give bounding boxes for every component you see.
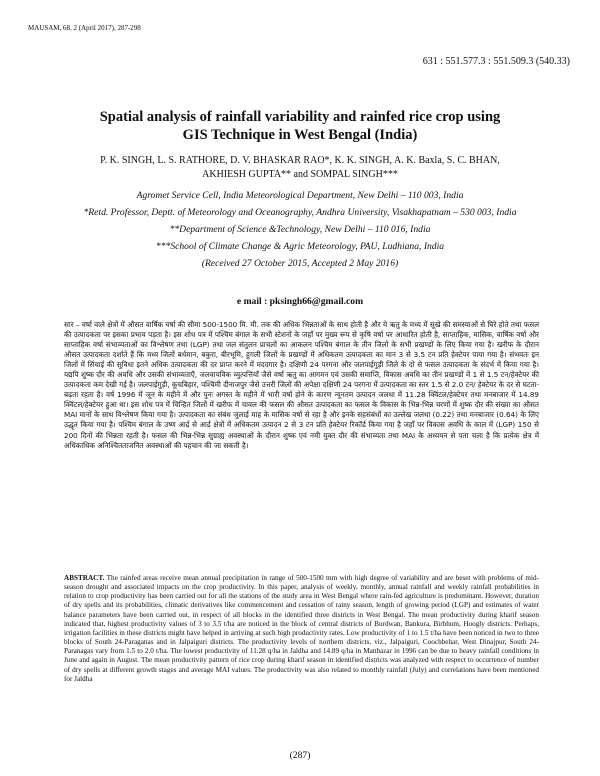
- journal-reference: MAUSAM, 68, 2 (April 2017), 287-298: [28, 24, 141, 32]
- paper-title: [40, 108, 560, 144]
- title-line: Spatial analysis of rainfall variability and rainfed rice crop using: [99, 109, 501, 125]
- title-line: GIS Technique in West Bengal (India): [182, 127, 418, 143]
- author-line: AKHIESH GUPTA** and SOMPAL SINGH***: [202, 169, 398, 180]
- affiliation: ***School of Climate Change & Agric Meteorology, PAU, Ludhiana, India: [155, 241, 445, 252]
- hindi-abstract: [64, 320, 539, 451]
- page-number: (287): [289, 750, 311, 761]
- abstract-label: ABSTRACT.: [64, 574, 105, 582]
- affiliation: **Department of Science &Technology, New Delhi – 110 016, India: [169, 224, 431, 235]
- affiliation: Agromet Service Cell, India Meteorological Department, New Delhi – 110 003, India: [136, 190, 464, 201]
- classification-number: 631 : 551.577.3 : 551.509.3 (540.33): [422, 56, 570, 67]
- received-dates: (Received 27 October 2015, Accepted 2 May 2016): [201, 258, 399, 269]
- author-list: [40, 154, 560, 182]
- english-abstract: [64, 574, 539, 684]
- corresponding-email: e mail : pksingh66@gmail.com: [236, 296, 364, 307]
- affiliation: *Retd. Professor, Deptt. of Meteorology and Oceanography, Andhra University, Visakhapatnam – 530 003, India: [83, 207, 517, 218]
- author-line: P. K. SINGH, L. S. RATHORE, D. V. BHASKAR RAO*, K. K. SINGH, A. K. Baxla, S. C. BHAN,: [100, 155, 500, 166]
- abstract-text: The rainfed areas receive mean annual precipitation in range of 500-1500 mm with high degree of variability and are beset with problems of mid-season drought and associated impacts on the crop productivity. In this paper, analysis of weekly, monthly, annual rainfall and weekly rainfall probabilities in relation to crop productivity has been carried out for all the stations of the study area in West Bengal where rain-fed agriculture is predominant. However, duration of dry spells and its probabilities, climatic derivatives like commencement and cessation of rainy season, length of growing period (LGP) and estimates of water balance parameters have been carried out, in respect of all blocks in the identified three districts in West Bengal. The mean productivity during kharif season indicated that, highest productivity values of 3 to 3.5 t/ha are noticed in the block of central districts of Burdwan, Bankura, Birbhum, Hoogly districts. Perhaps, irrigation facilities in these districts might have helped in arriving at such high productivity rates. Low productivity of 1 to 1.5 t/ha have been noticed in two to three blocks of South 24-Paraganas and in Jalpaiguri districts. The productivity levels of northern districts, viz., Jalpaiguri, Coochbehar, West Dinajpur, South 24-Paranagas vary from 1.5 to 2.0 t/ha. The lowest productivity of 11.28 q/ha in Jaldha and 14.89 q/ha in Manbazar in 1996 can be due to heavy rainfall conditions in June and again in August. The mean productivity pattern of rice crop during kharif season in identified districts was analyzed with respect to occurrence of number of dry spells at different growth stages and average MAI values. The productivity was also related to monthly rainfall (July) and correlations have been mentioned for Jaldha: [64, 574, 539, 683]
- hindi-abstract-text: सार – वर्षा वाले क्षेत्रों में औसत वार्षिक वर्षा की सीमा 500-1500 मि. मी. तक की अधिक भिन्नताओं के साथ होती है और ये ऋतु के मध्य में सूखे की समस्याओं से घिरे होते तथा फसल की उत्पादकता पर इसका प्रभाव पड़ता है। इस शोध पत्र में पश्चिम बंगाल के सभी स्टेशनों के जहाँ पर मुख्य रूप से कृषि वर्षा पर आधारित होती है, साप्ताहिक, मासिक, वार्षिक वर्षा और साप्ताहिक वर्षा संभाव्यताओं का विश्लेषण तथा (LGP) तथा जल संतुलन प्राचलों का आकलन पश्चिम बंगाल के तीन जिलों के सभी प्रखण्डों के लिए किया गया है। खरीफ के दौरान औसत उत्पादकता दर्शाते हैं कि मध्य जिलों बर्धमान, बकुरा, बीरभूमि, हुगली जिलों के प्रखण्डों में अधिकतम उत्पादकता का मान 3 से 3.5 टन प्रति हेक्टेयर पाया गया है। संभवतः इन जिलों में सिंचाई की सुविधा इतने अधिक उत्पादकता की दर प्राप्त करने में मददगार है। दक्षिणी 24 परगना और जलपाईगुड़ी जिले के दो से फसल उत्पादकता के संदर्भ में किया गया है। यद्यपि शुष्क दौर की अवधि और उसकी संभाव्यताएँ, जलवायविक व्युत्पत्तियाँ जैसे वर्षा ऋतु का आगमन एवं उसकी समाप्ति, विकास अवधि का तीन प्रखण्डों में 1 से 1.5 टन/हेक्टेयर की उत्पादकता कम देखी गई है। जलपाईगुड़ी, कूचबिहार, पश्चिमी दीनाजपुर जैसे उत्तरी जिलों की अपेक्षा दक्षिणी 24 परगना में उत्पादकता का स्तर 1.5 से 2.0 टन/ हेक्टेयर के दर से घटता-बढ़ता रहता है। वर्ष 1996 में जून के महीने में और पुनः अगस्त के महीने में भारी वर्षा होने के कारण न्यूनतम उत्पादन जलधा में 11.28 क्विंटल/हेक्टेयर तथा मनबाजार में 14.89 क्विंटल/हेक्टेयर हुआ था। इस शोध पत्र में चिन्हित जिलों में खरीफ में चावल की फसल की औसत उत्पादकता का फसल के विकास के भिन्न-भिन्न चरणों में शुष्क दौर की संख्या का औसत MAI मानों के साथ विश्लेषण किया गया है। उत्पादकता का संबंध जुलाई माह के मासिक वर्षा से रहा है और इनके सहसंबंधों का उल्लेख जलधा (0.22) तथा मनबाजार (0.64) के लिए उद्धृत किया गया है। पश्चिम बंगाल के उष्ण आर्द्र से आर्द्र क्षेत्रों में अधिकतम उत्पादन 2 से 3 टन प्रति हेक्टेयर रिकॉर्ड किया गया है जहाँ पर विकास अवधि के काल में (LGP) 150 से 200 दिनों की भिन्नता रहती है। फसल की भिन्न-भिन्न सुग्राह्य अवस्थाओं के दौरान शुष्क एवं नमी युक्त दौर की संभाव्यता तथा MAI के अध्ययन से पता चला है कि प्रत्येक क्षेत्र में अधिकाधिक अनिश्चितताजनित अवस्थाओं की पहचान की जा सकती है।: [64, 320, 539, 450]
